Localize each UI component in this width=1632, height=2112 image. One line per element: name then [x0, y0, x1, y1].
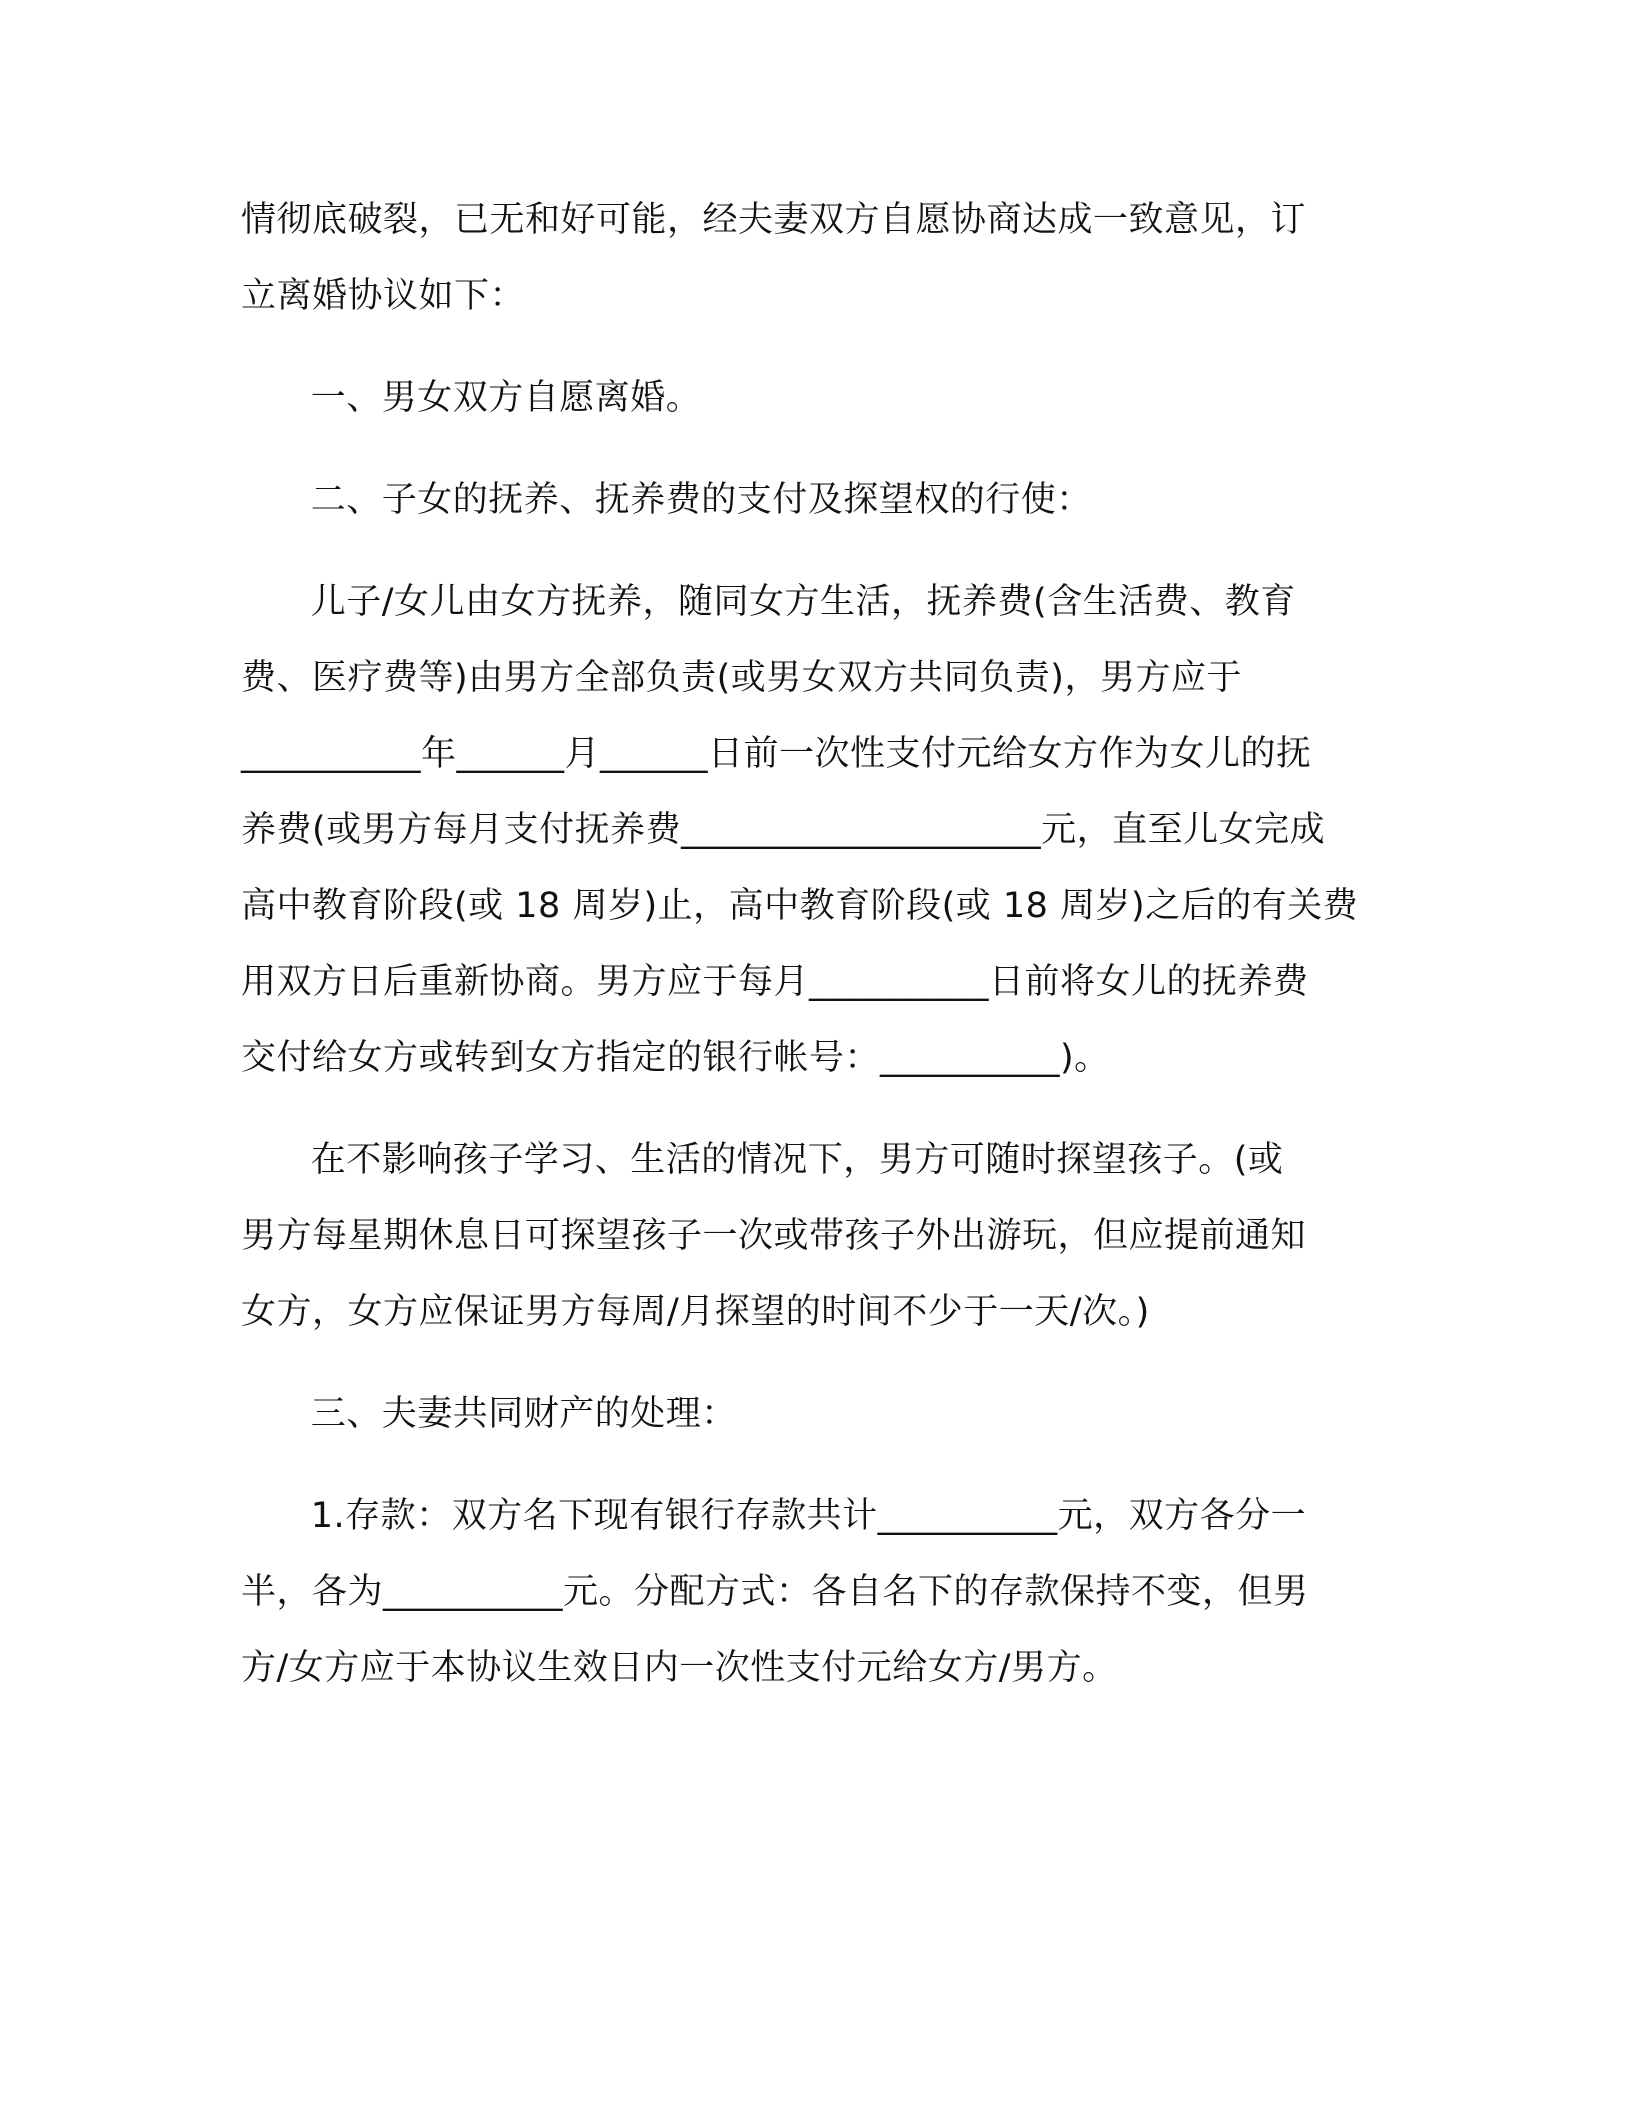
- text-line: 用双方日后重新协商。男方应于每月__________日前将女儿的抚养费: [241, 962, 1309, 1002]
- text-line: 儿子/女儿由女方抚养，随同女方生活，抚养费(含生活费、教育: [241, 582, 1296, 622]
- text-line: 立离婚协议如下：: [241, 276, 526, 316]
- text-line: 费、医疗费等)由男方全部负责(或男女双方共同负责)，男方应于: [241, 658, 1242, 698]
- text-line: 养费(或男方每月支付抚养费____________________元，直至儿女完成: [241, 810, 1326, 850]
- text-line: 在不影响孩子学习、生活的情况下，男方可随时探望孩子。(或: [241, 1140, 1284, 1180]
- text-line: 半，各为__________元。分配方式：各自名下的存款保持不变，但男: [241, 1572, 1309, 1612]
- clause-heading-2: 二、子女的抚养、抚养费的支付及探望权的行使：: [241, 480, 1092, 520]
- text-line: 方/女方应于本协议生效日内一次性支付元给女方/男方。: [241, 1648, 1118, 1688]
- text-line: __________年______月______日前一次性支付元给女方作为女儿的抚: [241, 734, 1312, 774]
- text-line: 1.存款：双方名下现有银行存款共计__________元，双方各分一: [241, 1496, 1307, 1536]
- text-line: 男方每星期休息日可探望孩子一次或带孩子外出游玩，但应提前通知: [241, 1216, 1307, 1256]
- text-line: 女方，女方应保证男方每周/月探望的时间不少于一天/次。): [241, 1292, 1150, 1332]
- text-line: 交付给女方或转到女方指定的银行帐号：__________)。: [241, 1038, 1110, 1078]
- clause-heading-3: 三、夫妻共同财产的处理：: [241, 1394, 737, 1434]
- text-line: 高中教育阶段(或 18 周岁)止，高中教育阶段(或 18 周岁)之后的有关费: [241, 886, 1359, 926]
- clause-heading-1: 一、男女双方自愿离婚。: [241, 378, 702, 418]
- text-line: 情彻底破裂，已无和好可能，经夫妻双方自愿协商达成一致意见，订: [241, 200, 1307, 240]
